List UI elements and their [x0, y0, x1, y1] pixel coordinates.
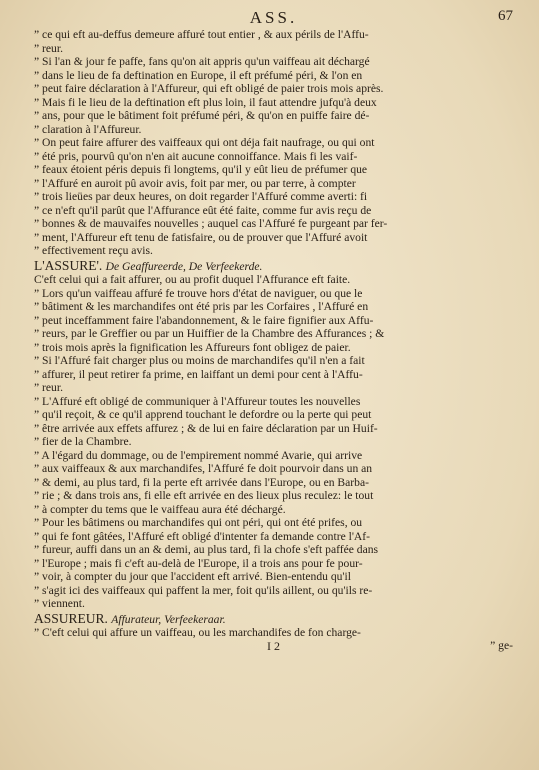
text-line: ” aux vaiffeaux & aux marchandifes, l'Affuré fe doit pourvoir dans un an [34, 462, 373, 475]
text-line: ” reurs, par le Greffier ou par un Huiffier de la Chambre des Affurances ; & [34, 327, 385, 340]
entry-translation: Affurateur, Verfeekeraar. [111, 612, 226, 626]
text-line: ” A l'égard du dommage, ou de l'empirement nommé Avarie, qui arrive [34, 448, 363, 462]
text-line: ” L'Affuré eft obligé de communiquer à l'Affureur toutes les nouvelles [34, 394, 361, 408]
text-line: ” Si l'an & jour fe paffe, fans qu'on ait appris qu'un vaiffeau ait déchargé [34, 55, 370, 68]
text-line: ” reur. [34, 41, 63, 55]
text-line: ” viennent. [34, 597, 85, 610]
text-line: ” l'Europe ; mais fi c'eft au-delà de l'Europe, il a trois ans pour fe pour- [34, 556, 363, 570]
text-line: ” à compter du tems que le vaiffeau aura été déchargé. [34, 502, 286, 516]
catchword: ” ge- [490, 639, 513, 652]
text-line: ” feaux étoient péris depuis fi longtems, qu'il y eût lieu de préfumer que [34, 163, 368, 176]
text-line: ” reur. [34, 381, 63, 394]
paragraph-block-1 [34, 28, 513, 258]
paragraph-block-3 [34, 626, 513, 640]
text-line: ” été pris, pourvû qu'on n'en ait aucune connoiffance. Mais fi les vaif- [34, 149, 358, 163]
text-line: C'eft celui qui a fait affurer, ou au profit duquel l'Affurance eft faite. [34, 273, 351, 286]
text-line: ” l'Affuré en auroit pû avoir avis, foit par mer, ou par terre, à compter [34, 176, 356, 190]
text-line: ” rie ; & dans trois ans, fi elle eft arrivée en des lieux plus reculez: le tout [34, 489, 374, 502]
text-line: ” bâtiment & les marchandifes ont été pris par les Corfaires , l'Affuré en [34, 300, 369, 313]
running-title: ASS. [249, 8, 298, 27]
text-line: ” Mais fi le lieu de la deftination eft plus loin, il faut attendre jufqu'à deux [34, 95, 377, 109]
text-line: ” affurer, il peut retirer fa prime, en laiffant un demi pour cent à l'Affu- [34, 367, 363, 381]
entry-term: L'ASSURE'. [34, 257, 103, 273]
text-line: ” qu'il reçoit, & ce qu'il apprend touchant le defordre ou la perte qui peut [34, 408, 372, 421]
entry-term: ASSUREUR. [34, 610, 108, 626]
text-line: ” peut faire déclaration à l'Affureur, qui eft obligé de paier trois mois après. [34, 82, 384, 95]
text-line: ” Lors qu'un vaiffeau affuré fe trouve hors d'état de naviguer, ou que le [34, 286, 363, 300]
text-line: ” ce qui eft au-deffus demeure affuré tout entier , & aux périls de l'Affu- [34, 28, 369, 41]
entry-translation: De Geaffureerde, De Verfeekerde. [105, 259, 263, 273]
text-line: ” claration à l'Affureur. [34, 122, 142, 136]
text-line: ” peut inceffamment faire l'abandonnement, & le faire fignifier aux Affu- [34, 313, 374, 327]
signature-mark: I 2 [267, 638, 280, 653]
running-header [34, 8, 513, 28]
text-line: ” trois lieües par deux heures, on doit regarder l'Affuré comme averti: fi [34, 190, 368, 203]
entry-heading-assure [34, 259, 513, 274]
text-line: ” ment, l'Affureur eft tenu de fatisfaire, ou de prouver que l'Affuré avoit [34, 230, 368, 244]
text-line: ” ce n'eft qu'il parût que l'Affurance eût été faite, comme fur avis reçu de [34, 203, 372, 217]
text-line: ” bonnes & de mauvaifes nouvelles ; auquel cas l'Affuré fe purgeant par fer- [34, 217, 388, 230]
text-line: ” effectivement reçu avis. [34, 244, 153, 257]
entry-heading-assureur [34, 612, 513, 627]
text-line: ” Si l'Affuré fait charger plus ou moins de marchandifes qu'il n'en a fait [34, 354, 365, 367]
page-number: 67 [498, 8, 513, 24]
text-line: ” fureur, auffi dans un an & demi, au plus tard, fi la chofe s'eft paffée dans [34, 543, 379, 556]
paragraph-block-2 [34, 273, 513, 611]
text-line: ” On peut faire affurer des vaiffeaux qui ont déja fait naufrage, ou qui ont [34, 136, 375, 149]
text-line: ” voir, à compter du jour que l'accident eft arrivé. Bien-entendu qu'il [34, 570, 351, 583]
text-line: ” & demi, au plus tard, fi la perte eft arrivée dans l'Europe, ou en Barba- [34, 475, 369, 489]
text-line: ” être arrivée aux effets affurez ; & de lui en faire déclaration par un Huif- [34, 421, 378, 435]
text-line: ” dans le lieu de fa deftination en Europe, il eft préfumé péri, & l'on en [34, 68, 363, 82]
text-line: ” qui fe font gâtées, l'Affuré eft obligé d'intenter fa demande contre l'Af- [34, 529, 371, 543]
text-line: ” s'agit ici des vaiffeaux qui paffent la mer, foit qu'ils aillent, ou qu'ils re- [34, 583, 373, 597]
text-line: ” fier de la Chambre. [34, 435, 132, 448]
text-line: ” C'eft celui qui affure un vaiffeau, ou les marchandifes de fon charge- [34, 626, 361, 639]
text-line: ” trois mois après la fignification les Affureurs font obligez de paier. [34, 340, 351, 354]
text-line: ” ans, pour que le bâtiment foit préfumé péri, & qu'on en puiffe faire dé- [34, 109, 370, 122]
text-line: ” Pour les bâtimens ou marchandifes qui ont péri, qui ont été prifes, ou [34, 516, 363, 529]
body-text [34, 28, 513, 653]
